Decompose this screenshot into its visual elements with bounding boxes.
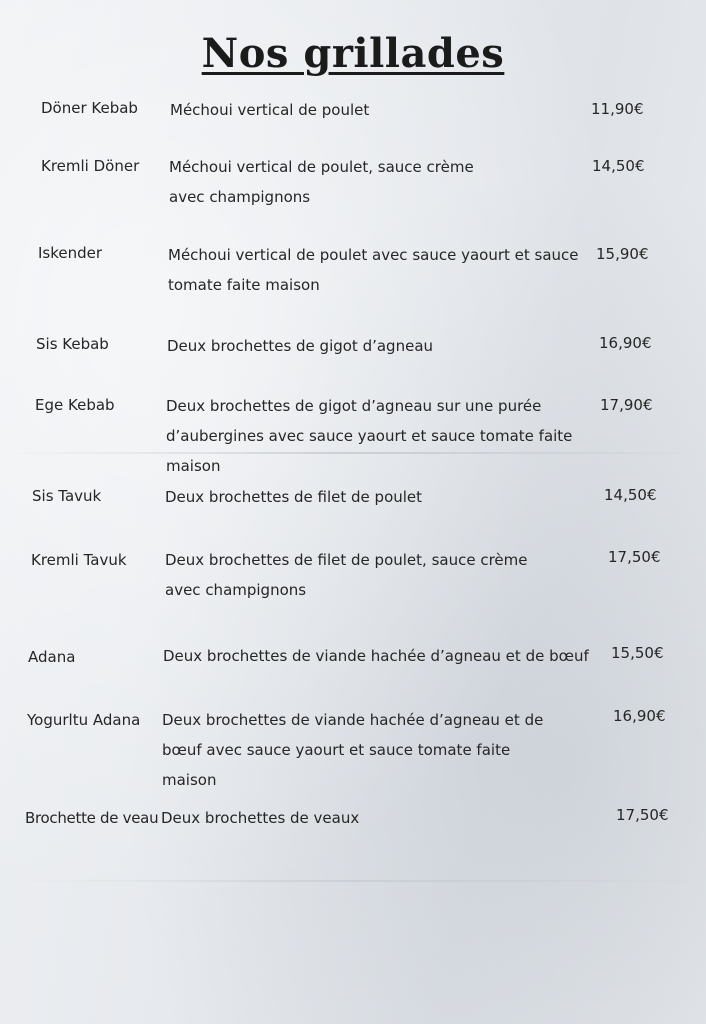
paper-crease	[0, 880, 706, 882]
item-price: 15,90€	[596, 245, 649, 263]
item-name: Sis Tavuk	[32, 487, 102, 505]
item-price: 14,50€	[604, 486, 657, 504]
item-description: Méchoui vertical de poulet, sauce crème avec champignons	[169, 158, 474, 206]
item-name: Brochette de veau	[25, 809, 159, 827]
item-price: 17,90€	[600, 396, 653, 414]
item-price: 16,90€	[599, 334, 652, 352]
item-price: 17,50€	[616, 806, 669, 824]
item-description: Deux brochettes de viande hachée d’agneau et de bœuf avec sauce yaourt et sauce tomate faite maison	[162, 711, 544, 789]
item-name: Sis Kebab	[36, 335, 109, 353]
item-name: Kremli Döner	[41, 157, 140, 175]
item-price: 16,90€	[613, 707, 666, 725]
item-name: Adana	[28, 648, 76, 666]
item-description: Deux brochettes de filet de poulet	[165, 488, 423, 506]
item-description: Deux brochettes de viande hachée d’agneau et de bœuf	[163, 647, 589, 665]
item-name: Yogurltu Adana	[27, 711, 141, 729]
item-description: Méchoui vertical de poulet avec sauce yaourt et sauce tomate faite maison	[168, 246, 579, 294]
item-price: 11,90€	[591, 100, 644, 118]
item-description: Deux brochettes de filet de poulet, sauce crème avec champignons	[165, 551, 528, 599]
item-price: 14,50€	[592, 157, 645, 175]
item-description: Deux brochettes de veaux	[161, 809, 360, 827]
item-price: 15,50€	[611, 644, 664, 662]
item-description: Deux brochettes de gigot d’agneau sur une purée d’aubergines avec sauce yaourt et sauce tomate faite maison	[166, 397, 573, 475]
item-description: Méchoui vertical de poulet	[170, 101, 370, 119]
item-name: Iskender	[38, 244, 103, 262]
item-description: Deux brochettes de gigot d’agneau	[167, 337, 434, 355]
item-name: Ege Kebab	[35, 396, 115, 414]
item-name: Kremli Tavuk	[31, 551, 127, 569]
item-price: 17,50€	[608, 548, 661, 566]
item-name: Döner Kebab	[41, 99, 138, 117]
page-title	[0, 30, 706, 77]
title-text: Nos grillades	[201, 30, 505, 77]
